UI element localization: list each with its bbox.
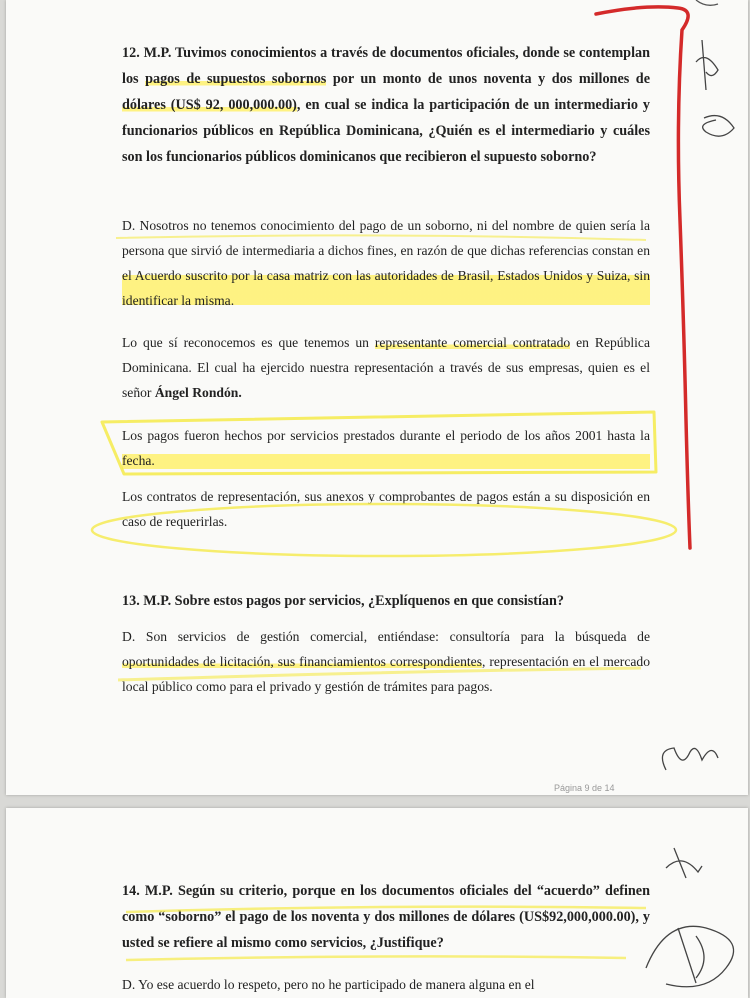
document-page-1 [6,0,748,795]
answer-12-text: Lo que sí reconocemos es que tenemos un [122,335,375,350]
answer-12-text: Los pagos fueron hechos por servicios prestados durante el periodo de los años 2001 hasta la fecha. [122,423,650,473]
answer-14 [122,972,650,997]
answer-12-text: Los contratos de representación, sus anexos y comprobantes de pagos están a su disposición en caso de requerirlas. [122,489,650,529]
answer-12-paragraph-2 [122,330,650,405]
highlight-licitacion: oportunidades de licitación, sus financiamientos correspondientes [122,654,482,669]
question-13 [122,588,650,614]
question-14 [122,878,650,956]
answer-13-text: , representación en el mercado local público como para el privado y gestión de trámites para pagos. [122,654,650,694]
highlight-representante: representante comercial contratado [374,335,571,350]
question-12-text: 12. M.P. Tuvimos conocimientos a través de documentos oficiales, donde se contemplan los [122,45,650,87]
question-12-text: , en cual se indica la participación de un intermediario y funcionarios públicos en República Dominicana, ¿Quién es el intermediario y cuáles son los funcionarios públicos dominicanos que recibieron el supuesto soborno? [122,97,650,165]
answer-12-paragraph-4 [122,484,650,534]
question-14-text: 14. M.P. Según su criterio, porque en los documentos oficiales del “acuerdo” definen como “soborno” el pago de los noventa y dos millones de dólares (US$92,000,000.00), y usted se refiere al mismo como servicios, ¿Justifique? [122,883,650,951]
answer-12-text: en República Dominicana. El cual ha ejercido nuestra representación a través de sus empresas, quien es el señor [122,335,650,400]
answer-12-text: D. Nosotros no tenemos conocimiento del pago de un soborno, ni del nombre de quien sería la persona que sirvió de intermediaria a dichos fines, en razón de que dichas referencias constan en el Acuerdo suscrito por la casa matriz con las autoridades de Brasil, Estados Unidos y Suiza, sin identificar la misma. [122,213,650,313]
question-13-text: 13. M.P. Sobre estos pagos por servicios, ¿Explíquenos en que consistían? [122,593,564,609]
page-footer: Página 9 de 14 [554,783,615,793]
name-angel-rondon: Ángel Rondón. [154,385,242,400]
highlight-sobornos: pagos de supuestos sobornos [145,71,327,87]
question-12 [122,40,650,170]
answer-13-text: D. Son servicios de gestión comercial, entiéndase: consultoría para la búsqueda de [122,629,650,644]
answer-12-paragraph-3 [122,423,650,473]
document-page-2 [6,808,748,998]
answer-12-paragraph-1 [122,213,650,313]
question-12-text: por un monto de unos noventa y dos millones de [326,71,650,87]
answer-14-text: D. Yo ese acuerdo lo respeto, pero no he participado de manera alguna en el [122,977,535,992]
answer-13 [122,624,650,699]
highlight-amount: dólares (US$ 92, 000,000.00) [122,97,297,113]
